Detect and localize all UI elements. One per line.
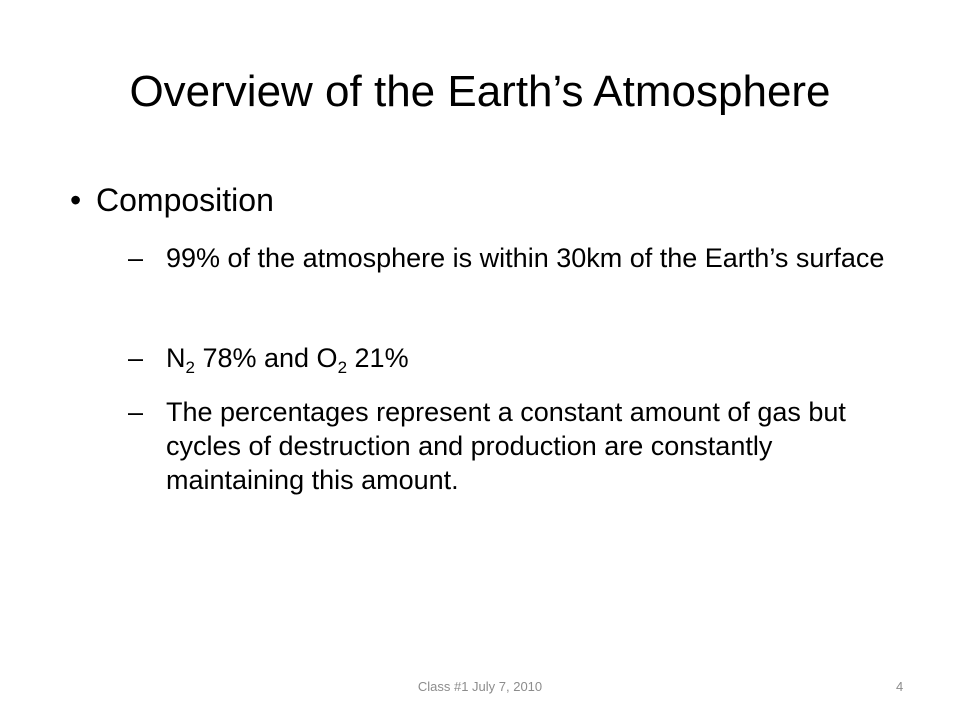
sub-marker: – [128, 397, 144, 427]
sub-marker: – [128, 343, 144, 373]
sub-item-text [166, 341, 886, 375]
nitrogen-symbol: N [166, 343, 186, 373]
slide-footer: Class #1 July 7, 2010 [417, 679, 543, 694]
sub-marker: – [128, 243, 144, 273]
nitrogen-percentage: 78% and O [194, 343, 338, 373]
bullet-marker: • [70, 182, 82, 218]
oxygen-subscript: 2 [337, 358, 348, 377]
sub-item-text: The percentages represent a constant amount of gas but cycles of destruction and production are constantly maintaining this amount. [166, 397, 846, 495]
oxygen-percentage: 21% [347, 343, 409, 373]
bullet-text: Composition [96, 182, 274, 218]
slide-title: Overview of the Earth’s Atmosphere [129, 67, 831, 116]
page-number: 4 [896, 679, 904, 694]
sub-item-text: 99% of the atmosphere is within 30km of the Earth’s surface [166, 243, 885, 273]
nitrogen-subscript: 2 [185, 358, 195, 377]
